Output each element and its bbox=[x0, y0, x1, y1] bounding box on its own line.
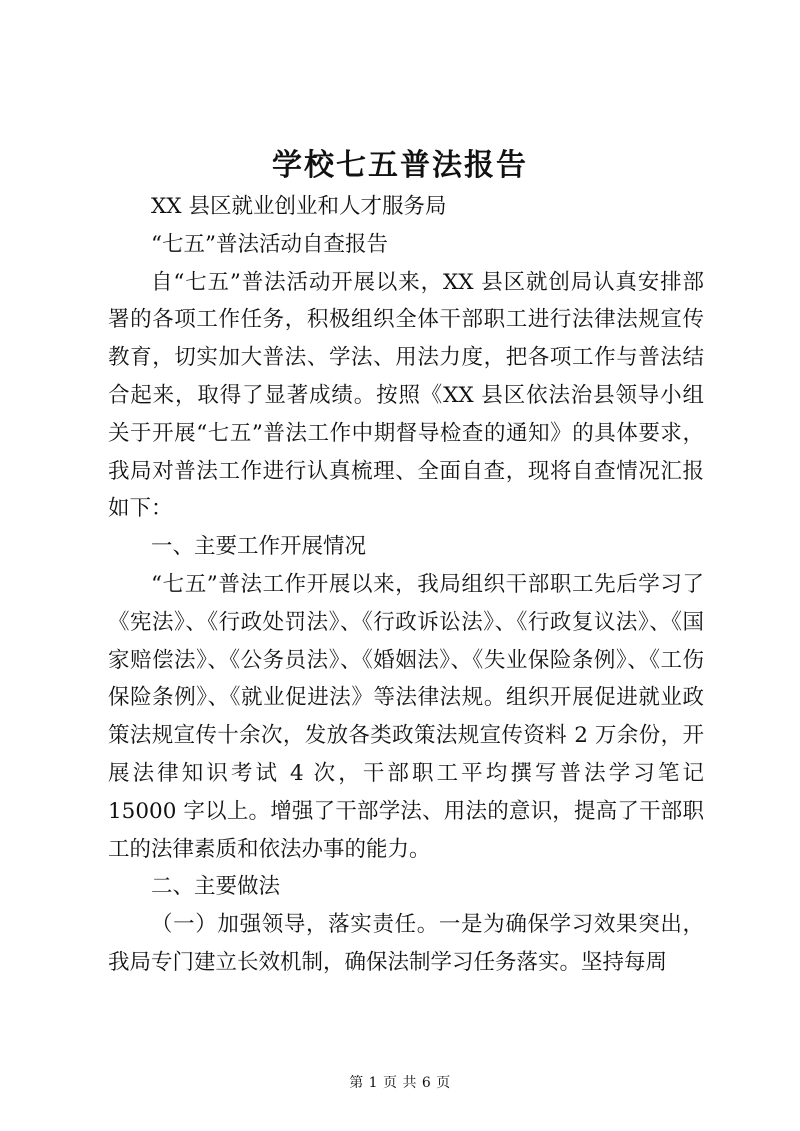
document-body bbox=[108, 188, 704, 982]
document-title: 学校七五普法报告 bbox=[272, 148, 528, 183]
paragraph-organization: XX 县区就业创业和人才服务局 bbox=[151, 194, 447, 219]
paragraph-leadership: （一）加强领导，落实责任。一是为确保学习效果突出，我局专门建立长效机制，确保法制学习任务落实。坚持每周 bbox=[108, 912, 704, 975]
page-number-footer: 第 1 页 共 6 页 bbox=[349, 1075, 451, 1091]
section-heading-main-practices: 二、主要做法 bbox=[151, 874, 281, 900]
paragraph-main-work: “七五”普法工作开展以来，我局组织干部职工先后学习了《宪法》、《行政处罚法》、《行政诉讼法》、《行政复议法》、《国家赔偿法》、《公务员法》、《婚姻法》、《失业保险条例》、《工伤保险条例》、《就业促进法》等法律法规。组织开展促进就业政策法规宣传十余次，发放各类政策法规宣传资料 2 万余份，开展法律知识考试 4 次，干部职工平均撰写普法学习笔记 15000 字以上。增强了干部学法、用法的意识，提高了干部职工的法律素质和依法办事的能力。 bbox=[108, 571, 704, 862]
paragraph-report-title: “七五”普法活动自查报告 bbox=[151, 231, 388, 257]
paragraph-introduction: 自“七五”普法活动开展以来，XX 县区就创局认真安排部署的各项工作任务，积极组织全体干部职工进行法律法规宣传教育，切实加大普法、学法、用法力度，把各项工作与普法结合起来，取得了显著成绩。按照《XX 县区依法治县领导小组关于开展“七五”普法工作中期督导检查的通知》的具体要求，我局对普法工作进行认真梳理、全面自查，现将自查情况汇报如下： bbox=[108, 269, 704, 522]
section-heading-main-work: 一、主要工作开展情况 bbox=[151, 534, 367, 560]
